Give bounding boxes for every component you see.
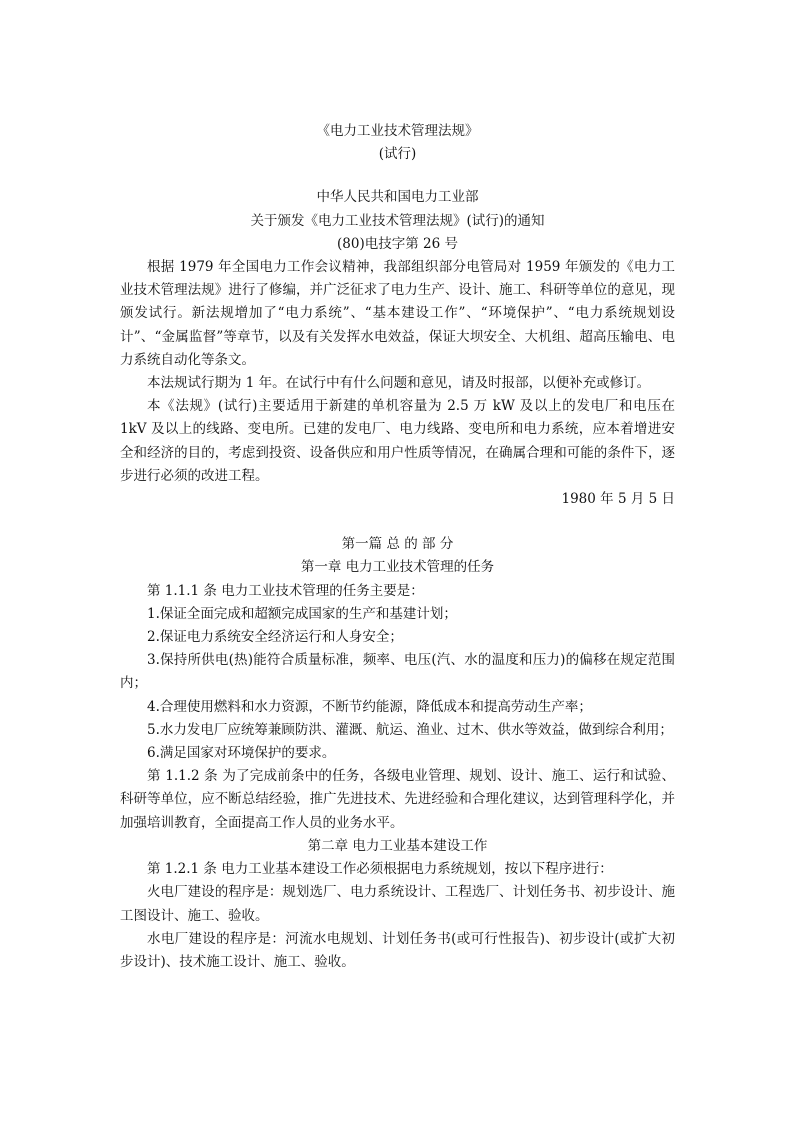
issuer: 中华人民共和国电力工业部 [316, 189, 479, 206]
notice-title: 关于颁发《电力工业技术管理法规》(试行)的通知 [250, 212, 545, 229]
article-paragraph: 水电厂建设的程序是：河流水电规划、计划任务书(或可行性报告)、初步设计(或扩大初步设计)、技术施工设计、施工、验收。 [120, 930, 675, 970]
list-item: 4.合理使用燃料和水力资源，不断节约能源，降低成本和提高劳动生产率； [147, 698, 592, 715]
document-page [120, 120, 675, 974]
part-title: 第一篇 总 的 部 分 [341, 536, 454, 553]
doc-subtitle: (试行) [378, 146, 417, 163]
list-item: 1.保证全面完成和超额完成国家的生产和基建计划； [147, 605, 457, 622]
spacer [120, 511, 675, 533]
notice-paragraph: 本《法规》(试行)主要适用于新建的单机容量为 2.5 万 kW 及以上的发电厂和电压在 1kV 及以上的线路、变电所。已建的发电厂、电力线路、变电所和电力系统，应本着增进安全和经济的目的，考虑到投资、设备供应和用户性质等情况，在确属合理和可能的条件下，逐步进行必须的改进工程。 [120, 398, 675, 484]
doc-number: (80)电技字第 26 号 [337, 235, 458, 252]
doc-title: 《电力工业技术管理法规》 [316, 123, 479, 139]
chapter-title: 第二章 电力工业基本建设工作 [307, 837, 488, 854]
notice-paragraph: 本法规试行期为 1 年。在试行中有什么问题和意见，请及时报部，以便补充或修订。 [147, 375, 651, 392]
list-item: 3.保持所供电(热)能符合质量标准，频率、电压(汽、水的温度和压力)的偏移在规定范围内； [120, 652, 675, 692]
chapter-title: 第一章 电力工业技术管理的任务 [300, 559, 495, 576]
list-item: 6.满足国家对环境保护的要求。 [147, 745, 336, 762]
notice-paragraph: 根据 1979 年全国电力工作会议精神，我部组织部分电管局对 1959 年颁发的《电力工业技术管理法规》进行了修编，并广泛征求了电力生产、设计、施工、科研等单位的意见，现颁发试行。新法规增加了“电力系统”、“基本建设工作”、“环境保护”、“电力系统规划设计”、“金属监督”等章节，以及有关发挥水电效益，保证大坝安全、大机组、超高压输电、电力系统自动化等条文。 [120, 259, 675, 368]
article-paragraph: 第 1.2.1 条 电力工业基本建设工作必须根据电力系统规划，按以下程序进行： [147, 861, 613, 878]
list-item: 2.保证电力系统安全经济运行和人身安全； [147, 629, 403, 646]
article-paragraph: 第 1.1.2 条 为了完成前条中的任务，各级电业管理、规划、设计、施工、运行和试验、科研等单位，应不断总结经验，推广先进技术、先进经验和合理化建议，达到管理科学化，并加强培训教育，全面提高工作人员的业务水平。 [120, 768, 675, 831]
spacer [120, 166, 675, 186]
article-paragraph: 火电厂建设的程序是：规划选厂、电力系统设计、工程选厂、计划任务书、初步设计、施工图设计、施工、验收。 [120, 884, 675, 924]
list-item: 5.水力发电厂应统筹兼顾防洪、灌溉、航运、渔业、过木、供水等效益，做到综合利用； [147, 721, 673, 738]
notice-date: 1980 年 5 月 5 日 [561, 491, 675, 508]
article-paragraph: 第 1.1.1 条 电力工业技术管理的任务主要是： [147, 582, 424, 599]
